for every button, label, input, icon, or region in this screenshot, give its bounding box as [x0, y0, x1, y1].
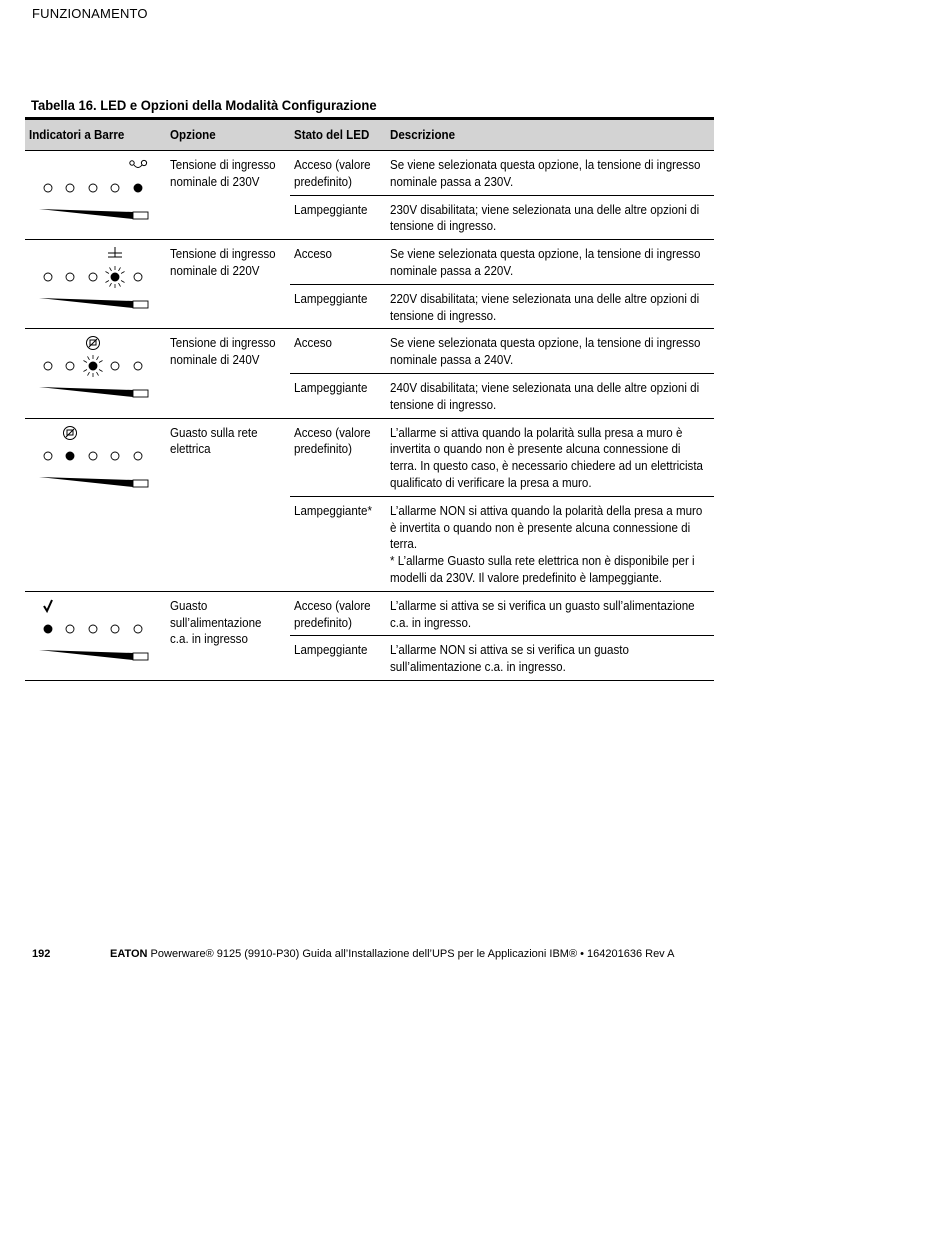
ac-plug-icon: [130, 160, 147, 167]
no-battery-icon: [87, 337, 100, 350]
led-state-cell: [290, 240, 386, 285]
level-wedge: [39, 209, 133, 219]
option-cell: [166, 329, 289, 418]
led-lit: [89, 362, 97, 370]
description-cell: [386, 373, 714, 418]
level-end-box: [133, 212, 148, 219]
led-state-label: Acceso (valore predefinito): [293, 158, 371, 189]
led-off: [44, 273, 52, 281]
led-state-label: Lampeggiante: [293, 291, 368, 306]
led-bar-indicator: [29, 335, 157, 411]
level-wedge: [39, 387, 133, 397]
description-text: L’allarme si attiva se si verifica un guasto sull’alimentazione c.a. in ingresso.: [389, 598, 695, 630]
page-number: 192: [32, 948, 51, 960]
description-cell: [386, 591, 714, 636]
led-lit: [134, 184, 142, 192]
level-end-box: [133, 653, 148, 660]
level-wedge: [39, 477, 133, 487]
led-state-cell: [290, 636, 386, 681]
led-off: [89, 184, 97, 192]
column-header: Stato del LED: [290, 119, 386, 151]
description-cell: [386, 195, 714, 240]
description-text: 240V disabilitata; viene selezionata una delle altre opzioni di tensione di ingresso.: [389, 380, 700, 412]
led-off: [111, 452, 119, 460]
led-state-cell: [290, 418, 386, 496]
led-off: [66, 184, 74, 192]
description-text: 220V disabilitata; viene selezionata una delle altre opzioni di tensione di ingresso.: [389, 291, 700, 323]
description-cell: [386, 636, 714, 681]
site-wiring-fault-icon: [64, 426, 77, 439]
description-text: L’allarme si attiva quando la polarità sulla presa a muro è invertita o quando non è presente alcuna connessione di terra. In questo caso, è necessario chiedere ad un elettricista qualificato di verificare la presa a muro.: [389, 425, 703, 490]
option-label: Tensione di ingresso nominale di 230V: [170, 158, 277, 189]
led-state-label: Acceso (valore predefinito): [293, 598, 371, 630]
led-lit: [111, 273, 119, 281]
table-row: [25, 151, 714, 196]
description-text: L’allarme NON si attiva quando la polarità della presa a muro è invertita o quando non è presente alcuna connessione di terra.: [389, 503, 703, 552]
led-off: [134, 625, 142, 633]
level-wedge: [39, 298, 133, 308]
led-off: [44, 362, 52, 370]
led-lit: [66, 452, 74, 460]
level-end-box: [133, 390, 148, 397]
option-cell: [166, 240, 289, 329]
description-cell: [386, 240, 714, 285]
description-note: * L’allarme Guasto sulla rete elettrica non è disponibile per i modelli da 230V. Il valore predefinito è lampeggiante.: [389, 554, 695, 585]
footer-text: [110, 948, 674, 960]
led-state-label: Lampeggiante: [293, 643, 368, 658]
bar-indicator-cell: [25, 418, 166, 591]
led-off: [111, 184, 119, 192]
table-row: [25, 240, 714, 285]
level-end-box: [133, 480, 148, 487]
led-off: [44, 452, 52, 460]
footer-brand: EATON: [110, 948, 148, 960]
led-state-label: Acceso (valore predefinito): [293, 425, 371, 457]
bar-indicator-cell: [25, 591, 166, 680]
led-off: [134, 452, 142, 460]
bar-indicator-cell: [25, 329, 166, 418]
led-state-cell: [290, 284, 386, 329]
table-row: [25, 591, 714, 636]
table-row: [25, 418, 714, 496]
config-led-table: [25, 117, 714, 681]
led-off: [111, 362, 119, 370]
led-state-label: Lampeggiante: [293, 202, 368, 217]
led-bar-indicator: [29, 425, 157, 501]
option-cell: [166, 591, 289, 680]
led-off: [89, 452, 97, 460]
table-row: [25, 329, 714, 374]
description-text: Se viene selezionata questa opzione, la tensione di ingresso nominale passa a 240V.: [389, 336, 701, 368]
led-off: [66, 625, 74, 633]
led-bar-indicator: [29, 157, 157, 233]
led-off: [111, 625, 119, 633]
description-cell: [386, 329, 714, 374]
led-off: [134, 362, 142, 370]
led-state-cell: [290, 591, 386, 636]
led-state-cell: [290, 496, 386, 591]
section-header: FUNZIONAMENTO: [32, 6, 148, 21]
column-header: Descrizione: [386, 119, 714, 151]
description-cell: [386, 496, 714, 591]
led-off: [89, 625, 97, 633]
option-label: Tensione di ingresso nominale di 240V: [170, 336, 277, 368]
bar-indicator-cell: [25, 240, 166, 329]
description-cell: [386, 284, 714, 329]
led-off: [66, 362, 74, 370]
led-state-cell: [290, 373, 386, 418]
led-bar-indicator: [29, 246, 157, 322]
led-bar-indicator: [29, 598, 157, 674]
column-header: Opzione: [166, 119, 289, 151]
option-label: Guasto sulla rete elettrica: [170, 425, 258, 457]
thermometer-icon: [108, 247, 122, 257]
led-off: [44, 184, 52, 192]
table-header-row: [25, 119, 714, 151]
description-cell: [386, 151, 714, 196]
column-header: Indicatori a Barre: [25, 119, 166, 151]
led-state-label: Acceso: [293, 336, 332, 351]
led-state-cell: [290, 195, 386, 240]
option-cell: [166, 418, 289, 591]
description-text: Se viene selezionata questa opzione, la tensione di ingresso nominale passa a 220V.: [389, 247, 701, 278]
description-text: 230V disabilitata; viene selezionata una delle altre opzioni di tensione di ingresso.: [389, 202, 700, 234]
led-off: [134, 273, 142, 281]
led-state-label: Lampeggiante*: [293, 503, 372, 518]
led-state-label: Lampeggiante: [293, 380, 368, 395]
description-text: L’allarme NON si attiva se si verifica un guasto sull’alimentazione c.a. in ingresso.: [389, 643, 629, 675]
led-state-label: Acceso: [293, 247, 332, 262]
footer-doc-title: Powerware® 9125 (9910-P30) Guida all’Installazione dell’UPS per le Applicazioni IBM® • 164201636 Rev A: [147, 948, 675, 960]
bar-indicator-cell: [25, 151, 166, 240]
table-title: Tabella 16. LED e Opzioni della Modalità Configurazione: [31, 97, 377, 113]
led-state-cell: [290, 329, 386, 374]
checkmark-icon: [44, 600, 52, 611]
description-text: Se viene selezionata questa opzione, la tensione di ingresso nominale passa a 230V.: [389, 158, 701, 189]
level-wedge: [39, 650, 133, 660]
description-cell: [386, 418, 714, 496]
led-off: [66, 273, 74, 281]
led-state-cell: [290, 151, 386, 196]
option-label: Guasto sull’alimentazione c.a. in ingresso: [170, 598, 262, 647]
option-label: Tensione di ingresso nominale di 220V: [170, 247, 277, 278]
led-lit: [44, 625, 52, 633]
option-cell: [166, 151, 289, 240]
led-off: [89, 273, 97, 281]
level-end-box: [133, 301, 148, 308]
